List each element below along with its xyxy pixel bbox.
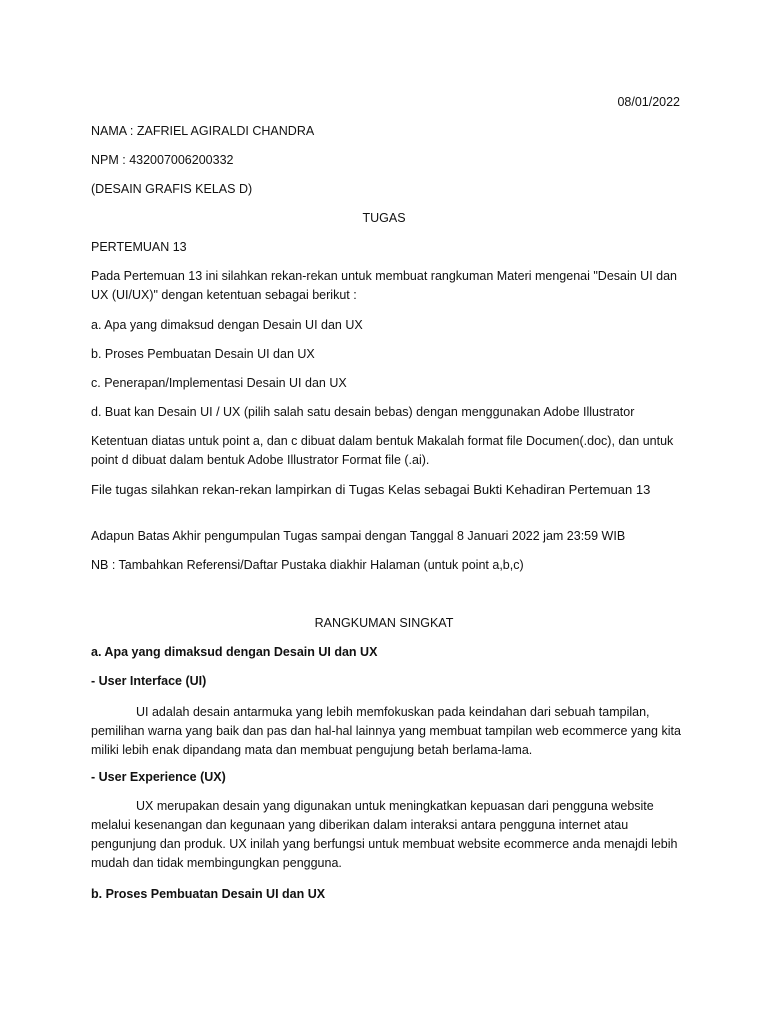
section-a-heading: a. Apa yang dimaksud dengan Desain UI dan UX bbox=[91, 645, 378, 659]
submission-paragraph: File tugas silahkan rekan-rekan lampirkan di Tugas Kelas sebagai Bukti Kehadiran Pertemuan 13 bbox=[91, 482, 651, 497]
ui-heading: - User Interface (UI) bbox=[91, 674, 207, 688]
summary-title: RANGKUMAN SINGKAT bbox=[314, 616, 454, 630]
task-item-d: d. Buat kan Desain UI / UX (pilih salah satu desain bebas) dengan menggunakan Adobe Illustrator bbox=[91, 405, 635, 419]
deadline-paragraph: Adapun Batas Akhir pengumpulan Tugas sampai dengan Tanggal 8 Januari 2022 jam 23:59 WIB bbox=[91, 529, 626, 543]
student-npm: NPM : 432007006200332 bbox=[91, 153, 234, 167]
ux-paragraph: UX merupakan desain yang digunakan untuk meningkatkan kepuasan dari pengguna website melalui kesenangan dan kegunaan yang diberikan dalam interaksi antara pengguna internet atau pengunjung dan produk. UX inilah yang berfungsi untuk membuat website ecommerce anda menajdi lebih mudah dan tidak membingungkan pengguna. bbox=[91, 799, 678, 870]
document-date: 08/01/2022 bbox=[617, 95, 680, 109]
section-b-heading: b. Proses Pembuatan Desain UI dan UX bbox=[91, 887, 326, 901]
meeting-label: PERTEMUAN 13 bbox=[91, 240, 187, 254]
ux-heading: - User Experience (UX) bbox=[91, 770, 226, 784]
task-item-a: a. Apa yang dimaksud dengan Desain UI dan UX bbox=[91, 318, 363, 332]
rules-paragraph: Ketentuan diatas untuk point a, dan c dibuat dalam bentuk Makalah format file Documen(.doc), dan untuk point d dibuat dalam bentuk Adobe Illustrator Format file (.ai). bbox=[91, 434, 674, 467]
class-label: (DESAIN GRAFIS KELAS D) bbox=[91, 182, 253, 196]
note-paragraph: NB : Tambahkan Referensi/Daftar Pustaka diakhir Halaman (untuk point a,b,c) bbox=[91, 558, 524, 572]
task-title: TUGAS bbox=[362, 211, 406, 225]
task-item-b: b. Proses Pembuatan Desain UI dan UX bbox=[91, 347, 315, 361]
intro-paragraph: Pada Pertemuan 13 ini silahkan rekan-rekan untuk membuat rangkuman Materi mengenai "Desain UI dan UX (UI/UX)" dengan ketentuan sebagai berikut : bbox=[91, 269, 678, 302]
ui-paragraph: UI adalah desain antarmuka yang lebih memfokuskan pada keindahan dari sebuah tampilan, pemilihan warna yang baik dan pas dan hal-hal lainnya yang membuat tampilan web ecommerce yang kita miliki lebih enak dipandang mata dan membuat pengujung betah berlama-lama. bbox=[91, 705, 681, 757]
student-name: NAMA : ZAFRIEL AGIRALDI CHANDRA bbox=[91, 124, 315, 138]
task-item-c: c. Penerapan/Implementasi Desain UI dan UX bbox=[91, 376, 347, 390]
